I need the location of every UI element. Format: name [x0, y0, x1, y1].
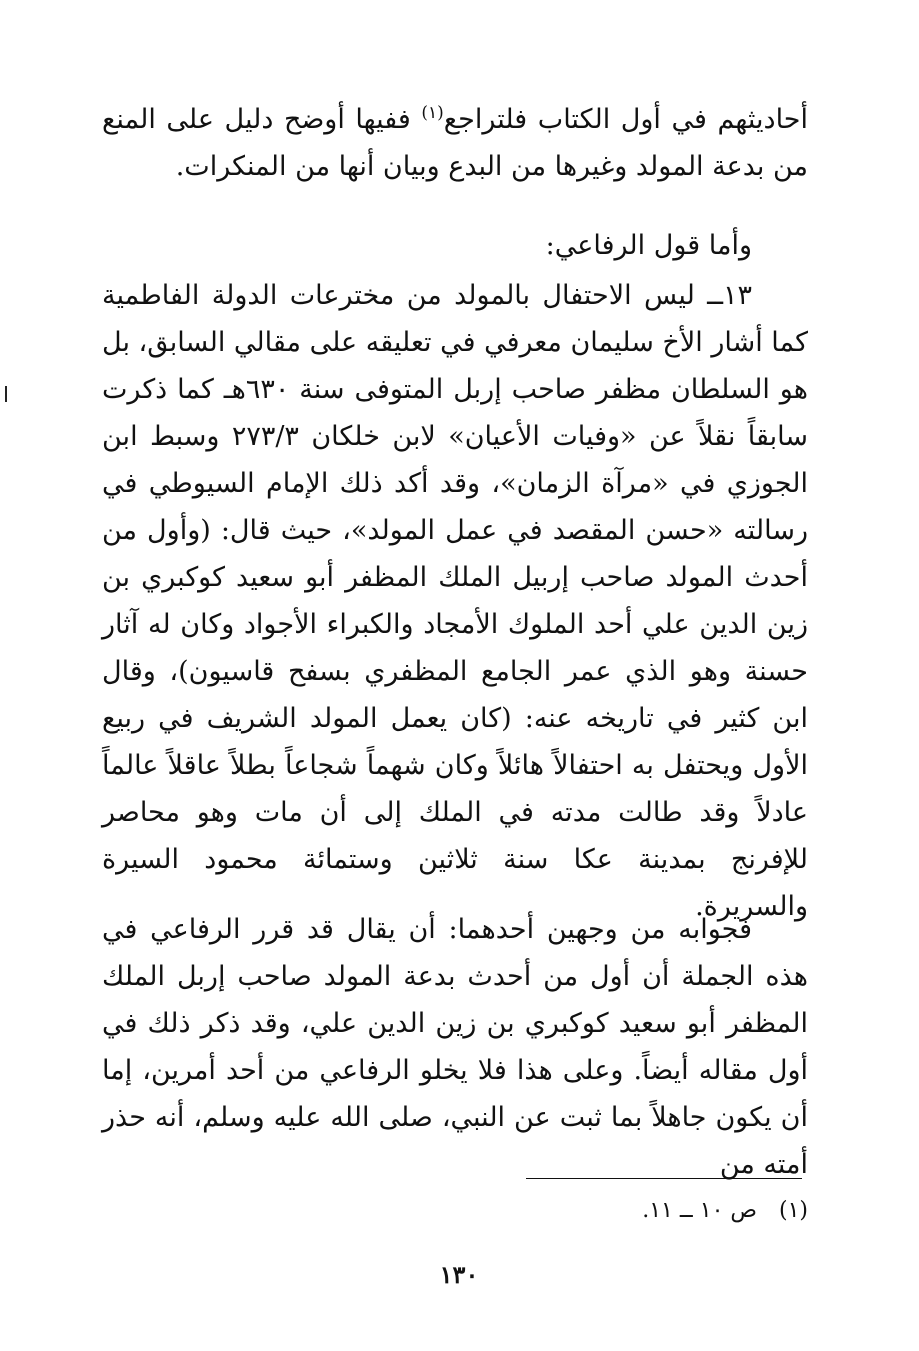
footnote — [300, 1196, 808, 1226]
page-number: ١٣٠ — [439, 1260, 479, 1289]
intro-text-continued: ففيها أوضح دليل على المنع من بدعة المولد وغيرها من البدع وبيان أنها من المنكرات. — [102, 104, 808, 182]
paragraph-answer: فجوابه من وجهين أحدهما: أن يقال قد قرر الرفاعي في هذه الجملة أن أول من أحدث بدعة المولد صاحب إربل الملك المظفر أبو سعيد كوكبري بن زين الدين علي، وقد ذكر ذلك في أول مقاله أيضاً. وعلى هذا فلا يخلو الرفاعي من أحد أمرين، إما أن يكون جاهلاً بما ثبت عن النبي، صلى الله عليه وسلم، أنه حذر أمته من — [102, 914, 808, 1180]
paragraph-intro — [102, 96, 808, 190]
paragraph-lead: وأما قول الرفاعي: — [545, 230, 752, 261]
footnote-text: ص ١٠ ــ ١١. — [642, 1198, 757, 1223]
footnote-reference: (١) — [421, 103, 444, 123]
paragraph-quote: ١٣ــ ليس الاحتفال بالمولد من مخترعات الدولة الفاطمية كما أشار الأخ سليمان معرفي في تعليقه على مقالي السابق، بل هو السلطان مظفر صاحب إربل المتوفى سنة ٦٣٠هـ كما ذكرت سابقاً نقلاً عن «وفيات الأعيان» لابن خلكان ٢٧٣/٣ وسبط ابن الجوزي في «مرآة الزمان»، وقد أكد ذلك الإمام السيوطي في رسالته «حسن المقصد في عمل المولد»، حيث قال: (وأول من أحدث المولد صاحب إربيل الملك المظفر أبو سعيد كوكبري بن زين الدين علي أحد الملوك الأمجاد والكبراء الأجواد وكان له آثار حسنة وهو الذي عمر الجامع المظفري بسفح قاسيون)، وقال ابن كثير في تاريخه عنه: (كان يعمل المولد الشريف في ربيع الأول ويحتفل به احتفالاً هائلاً وكان شهماً شجاعاً بطلاً عاقلاً عالماً عادلاً وقد طالت مدته في الملك إلى أن مات وهو محاصر للإفرنج بمدينة عكا سنة ثلاثين وستمائة محمود السيرة والسريرة. — [102, 280, 809, 922]
intro-text: أحاديثهم في أول الكتاب فلتراجع — [443, 104, 808, 135]
footnote-mark: (١) — [778, 1198, 808, 1223]
scan-margin-mark — [5, 386, 7, 402]
footnote-divider — [526, 1178, 802, 1179]
